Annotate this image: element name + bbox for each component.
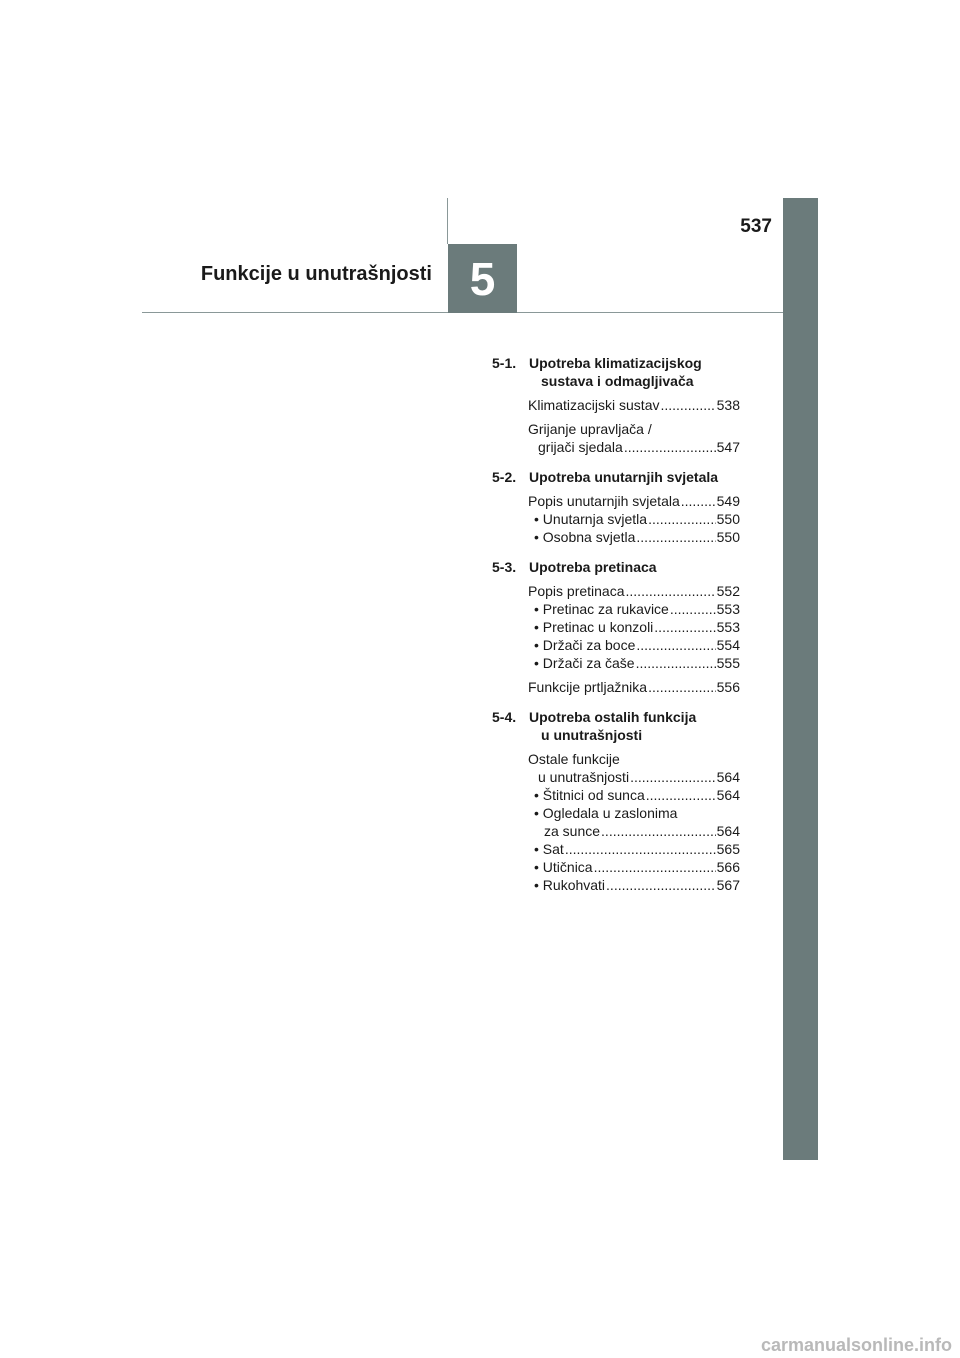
section-number: 5-4. (492, 709, 517, 725)
leader-dots (594, 858, 716, 876)
leader-dots (626, 582, 716, 600)
entry-label: • Držači za boce (534, 637, 636, 653)
toc-subentry[interactable] (492, 654, 740, 672)
entry-label: grijači sjedala (538, 439, 623, 455)
section-title-line: Upotreba unutarnjih svjetala (529, 469, 719, 485)
leader-dots (601, 822, 716, 840)
entry-page-number: 564 (716, 823, 740, 839)
section-title-line: Upotreba ostalih funkcija (529, 709, 697, 725)
toc-entry[interactable] (492, 396, 740, 414)
leader-dots (636, 528, 715, 546)
entry-label: • Utičnica (534, 859, 593, 875)
entry-label: za sunce (544, 823, 601, 839)
section-title (529, 558, 740, 576)
entry-label: Funkcije prtljažnika (528, 679, 648, 695)
leader-dots (630, 768, 716, 786)
leader-dots (636, 654, 716, 672)
toc-section-heading[interactable] (492, 468, 740, 486)
entry-label: • Unutarnja svjetla (534, 511, 648, 527)
entry-text-line: Ostale funkcije (528, 751, 620, 767)
entry-page-number: 553 (716, 601, 740, 617)
entry-page-number: 566 (716, 859, 740, 875)
section-title (529, 354, 740, 390)
toc-entry[interactable] (492, 582, 740, 600)
entry-page-number: 553 (716, 619, 740, 635)
toc-subentry[interactable] (492, 840, 740, 858)
entry-page-number: 555 (716, 655, 740, 671)
leader-dots (670, 600, 716, 618)
toc-section-heading[interactable] (492, 354, 740, 390)
leader-dots (660, 396, 715, 414)
entry-page-number: 564 (716, 769, 740, 785)
leader-dots (606, 876, 716, 894)
entry-page-number: 549 (716, 493, 740, 509)
entry-label: • Osobna svjetla (534, 529, 636, 545)
entry-page-number: 564 (716, 787, 740, 803)
entry-label: • Držači za čaše (534, 655, 635, 671)
entry-label: • Pretinac u konzoli (534, 619, 654, 635)
toc-subentry[interactable] (492, 858, 740, 876)
table-of-contents (492, 354, 740, 894)
section-number: 5-2. (492, 469, 517, 485)
leader-dots (681, 492, 716, 510)
toc-subentry[interactable] (492, 804, 740, 840)
leader-dots (624, 438, 716, 456)
header-vertical-rule (447, 198, 448, 244)
section-title-line: sustava i odmagljivača (541, 373, 694, 389)
entry-page-number: 556 (716, 679, 740, 695)
watermark-logo: carmanualsonline.info (760, 1335, 952, 1355)
toc-section-heading[interactable] (492, 558, 740, 576)
entry-label: • Pretinac za rukavice (534, 601, 669, 617)
chapter-title: Funkcije u unutrašnjosti (200, 263, 432, 285)
toc-entry[interactable] (492, 750, 740, 786)
leader-dots (648, 678, 716, 696)
entry-page-number: 565 (716, 841, 740, 857)
toc-subentry[interactable] (492, 510, 740, 528)
section-number: 5-1. (492, 355, 517, 371)
entry-label: • Štitnici od sunca (534, 787, 645, 803)
leader-dots (648, 510, 716, 528)
toc-entry[interactable] (492, 492, 740, 510)
entry-page-number: 538 (716, 397, 740, 413)
entry-page-number: 550 (716, 511, 740, 527)
section-number: 5-3. (492, 559, 517, 575)
entry-page-number: 554 (716, 637, 740, 653)
toc-subentry[interactable] (492, 618, 740, 636)
section-title-line: Upotreba pretinaca (529, 559, 657, 575)
leader-dots (654, 618, 715, 636)
toc-subentry[interactable] (492, 876, 740, 894)
entry-page-number: 552 (716, 583, 740, 599)
section-title-line: Upotreba klimatizacijskog (529, 355, 702, 371)
entry-label: u unutrašnjosti (538, 769, 630, 785)
toc-subentry[interactable] (492, 636, 740, 654)
leader-dots (646, 786, 716, 804)
entry-label: • Rukohvati (534, 877, 606, 893)
entry-page-number: 567 (716, 877, 740, 893)
toc-subentry[interactable] (492, 600, 740, 618)
chapter-number: 5 (469, 252, 496, 305)
entry-text-line: Grijanje upravljača / (528, 421, 652, 437)
toc-section-heading[interactable] (492, 708, 740, 744)
section-title (529, 468, 740, 486)
entry-label: Klimatizacijski sustav (528, 397, 660, 413)
entry-label: • Sat (534, 841, 564, 857)
toc-subentry[interactable] (492, 786, 740, 804)
toc-entry[interactable] (492, 678, 740, 696)
entry-label: Popis pretinaca (528, 583, 625, 599)
toc-entry[interactable] (492, 420, 740, 456)
section-title-line: u unutrašnjosti (541, 727, 643, 743)
leader-dots (636, 636, 715, 654)
entry-text-line: • Ogledala u zaslonima (534, 805, 678, 821)
entry-page-number: 550 (716, 529, 740, 545)
leader-dots (565, 840, 716, 858)
entry-label: Popis unutarnjih svjetala (528, 493, 680, 509)
toc-subentry[interactable] (492, 528, 740, 546)
entry-page-number: 547 (716, 439, 740, 455)
chapter-side-tab (783, 198, 818, 1160)
chapter-number-badge (448, 244, 517, 313)
section-title (529, 708, 740, 744)
page-number: 537 (740, 216, 772, 237)
